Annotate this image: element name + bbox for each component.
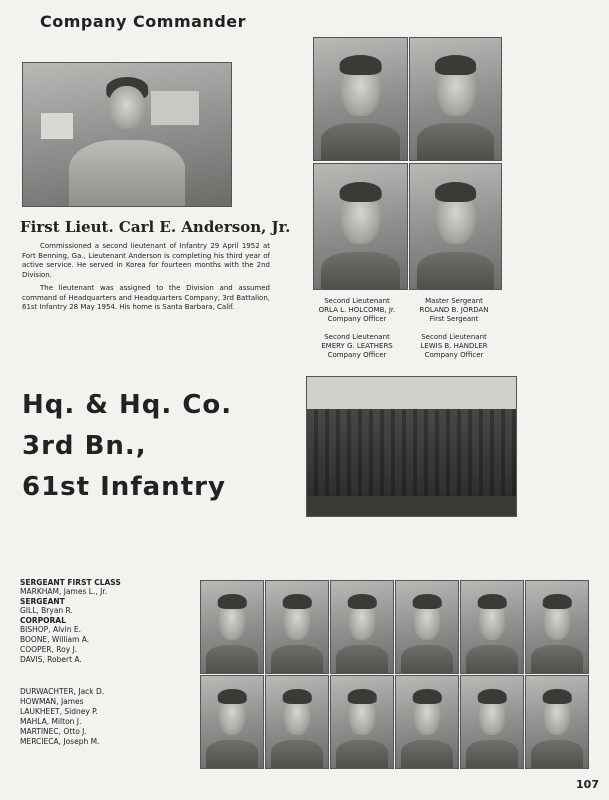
officer-title: First Sergeant (429, 315, 479, 323)
officer-caption-holcomb (309, 297, 405, 324)
roster-name: BOONE, William A. (20, 635, 90, 644)
officer-name: ORLA L. HOLCOMB, Jr. (318, 306, 396, 314)
roster-list (20, 578, 200, 747)
officer-caption-handler (406, 333, 502, 360)
portrait-photo (200, 580, 264, 674)
commander-bio-paragraph-1: Commissioned a second lieutenant of Infantry 29 April 1952 at Fort Benning, Ga., Lieutenant Anderson is completing his third year of active service. He served in Korea for fourteen months with the 2nd Division. (22, 242, 270, 279)
photo-sign (41, 113, 73, 139)
officer-photo-handler (409, 163, 502, 290)
roster-name: BISHOP, Alvin E. (20, 625, 81, 634)
group-photo-sky (307, 377, 516, 409)
portrait-photo (525, 580, 589, 674)
officer-photo-jordan (409, 37, 502, 161)
section-heading: Company Commander (40, 12, 247, 31)
commander-photo (22, 62, 232, 207)
officer-name: LEWIS B. HANDLER (420, 342, 488, 350)
unit-title-line-2: 3rd Bn., (22, 431, 147, 461)
roster-name: COOPER, Roy J. (20, 645, 78, 654)
officer-title: Company Officer (424, 351, 484, 359)
officer-name: ROLAND B. JORDAN (419, 306, 489, 314)
portrait-photo (395, 675, 459, 769)
officer-rank: Master Sergeant (425, 297, 483, 305)
roster-heading-cpl: CORPORAL (20, 616, 66, 625)
officer-title: Company Officer (327, 351, 387, 359)
photo-window (151, 91, 199, 125)
group-photo (306, 376, 517, 517)
roster-name: HOWMAN, James (20, 697, 84, 706)
portrait-photo (460, 580, 524, 674)
roster-name: MARTINEC, Otto J. (20, 727, 87, 736)
portrait-photo (330, 675, 394, 769)
portrait-photo (265, 675, 329, 769)
portrait-photo (200, 675, 264, 769)
page-number: 107 (576, 778, 599, 791)
portrait-photo (460, 675, 524, 769)
portrait-photo (265, 580, 329, 674)
officer-title: Company Officer (327, 315, 387, 323)
portrait-photo (330, 580, 394, 674)
officer-photo-holcomb (313, 37, 408, 161)
portrait-photo (525, 675, 589, 769)
group-photo-ground (307, 496, 516, 516)
roster-name: MAHLA, Milton J. (20, 717, 82, 726)
roster-name: MARKHAM, James L., Jr. (20, 587, 108, 596)
portrait-photo (395, 580, 459, 674)
roster-heading-sfc: SERGEANT FIRST CLASS (20, 578, 121, 587)
commander-bio-paragraph-2: The lieutenant was assigned to the Division and assumed command of Headquarters and Headquarters Company, 3rd Battalion, 61st Infantry 28 May 1954. His home is Santa Barbara, Calif. (22, 284, 270, 311)
roster-heading-sgt: SERGEANT (20, 597, 65, 606)
unit-title-line-3: 61st Infantry (22, 472, 226, 502)
officer-rank: Second Lieutenant (421, 333, 487, 341)
roster-name: MERCIECA, Joseph M. (20, 737, 100, 746)
officer-photo-leathers (313, 163, 408, 290)
officer-caption-leathers (309, 333, 405, 360)
officer-name: EMERY G. LEATHERS (321, 342, 393, 350)
roster-name: LAUKHEET, Sidney P. (20, 707, 98, 716)
officer-rank: Second Lieutenant (324, 333, 390, 341)
unit-title-line-1: Hq. & Hq. Co. (22, 390, 233, 420)
roster-name: DURWACHTER, Jack D. (20, 687, 105, 696)
roster-name: GILL, Bryan R. (20, 606, 73, 615)
roster-name: DAVIS, Robert A. (20, 655, 82, 664)
officer-rank: Second Lieutenant (324, 297, 390, 305)
officer-caption-jordan (406, 297, 502, 324)
commander-name: First Lieut. Carl E. Anderson, Jr. (20, 218, 291, 236)
